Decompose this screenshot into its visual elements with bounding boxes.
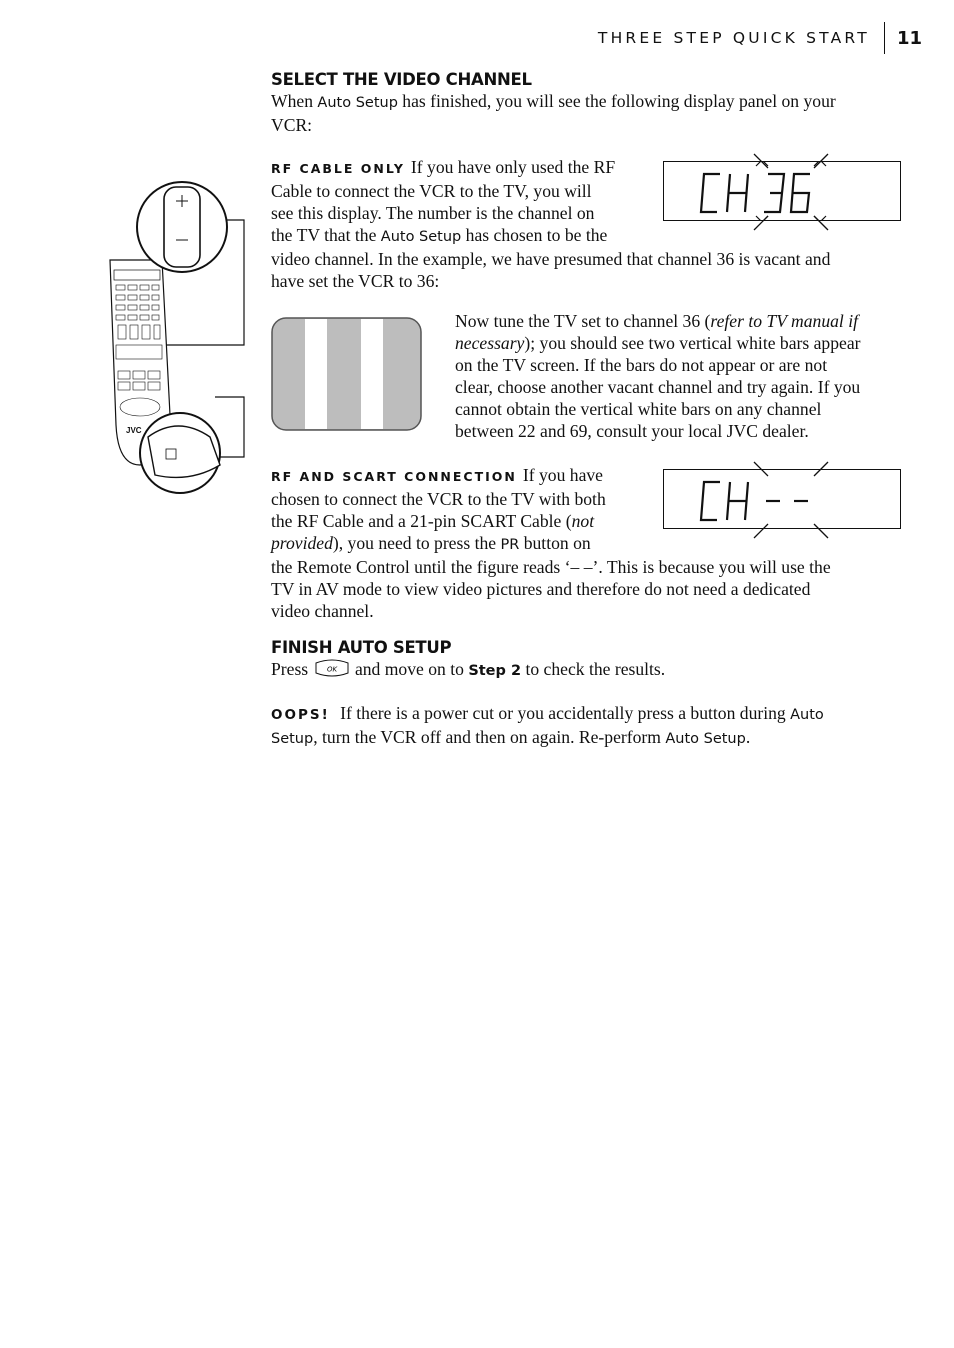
display-flash-marks bbox=[740, 460, 850, 540]
step-2-keyword: Step 2 bbox=[468, 663, 522, 679]
page-number: 11 bbox=[896, 27, 922, 49]
auto-setup-keyword-cont: Setup bbox=[271, 731, 314, 747]
intro-text-cont: has finished, you will see the following display panel on your bbox=[397, 91, 836, 111]
auto-setup-keyword: Auto Setup bbox=[380, 229, 462, 245]
page-header bbox=[598, 22, 922, 54]
paragraph-line: Now tune the TV set to channel 36 ( bbox=[455, 311, 711, 331]
tv-manual-reference: refer to TV manual if bbox=[710, 311, 858, 331]
paragraph-line: on the TV screen. If the bars do not appear or are not bbox=[455, 355, 828, 375]
tune-tv-paragraph bbox=[455, 310, 915, 442]
tv-manual-reference-cont: necessary bbox=[455, 333, 525, 353]
rf-scart-label: RF AND SCART CONNECTION bbox=[271, 469, 517, 484]
paragraph-line: ), you need to press the bbox=[332, 533, 501, 553]
auto-setup-keyword: Auto Setup bbox=[665, 731, 746, 747]
paragraph-line: If you have bbox=[522, 465, 603, 485]
pr-button-keyword: PR bbox=[500, 537, 520, 553]
svg-text:OK: OK bbox=[326, 665, 337, 674]
not-provided-note-cont: provided bbox=[271, 533, 333, 553]
paragraph-line: Cable to connect the VCR to the TV, you will bbox=[271, 181, 592, 201]
paragraph-line: TV in AV mode to view video pictures and therefore do not need a dedicated bbox=[271, 579, 811, 599]
section-title: THREE STEP QUICK START bbox=[597, 29, 870, 47]
press-text: Press bbox=[271, 659, 313, 679]
intro-text-end: VCR: bbox=[271, 115, 313, 135]
oops-paragraph bbox=[271, 702, 911, 750]
paragraph-line: button on bbox=[519, 533, 591, 553]
intro-text: When bbox=[271, 91, 318, 111]
paragraph-line: video channel. bbox=[271, 601, 374, 621]
paragraph-line: between 22 and 69, consult your local JVC dealer. bbox=[455, 421, 809, 441]
finish-paragraph bbox=[271, 658, 911, 683]
jvc-logo: JVC bbox=[126, 426, 142, 435]
oops-label: OOPS! bbox=[271, 707, 330, 723]
paragraph-line: clear, choose another vacant channel and try again. If you bbox=[455, 377, 861, 397]
select-channel-heading: SELECT THE VIDEO CHANNEL bbox=[271, 70, 532, 89]
paragraph-line: have set the VCR to 36: bbox=[271, 271, 440, 291]
paragraph-line: see this display. The number is the channel on bbox=[271, 203, 595, 223]
check-results-text: to check the results. bbox=[521, 659, 666, 679]
paragraph-line: ); you should see two vertical white bars appear bbox=[524, 333, 861, 353]
tv-screen-bars bbox=[271, 317, 422, 431]
not-provided-note: not bbox=[571, 511, 595, 531]
paragraph-line: If there is a power cut or you accidentally press a button during bbox=[340, 703, 791, 723]
finish-auto-setup-heading: FINISH AUTO SETUP bbox=[271, 638, 452, 657]
rf-cable-only-label: RF CABLE ONLY bbox=[271, 161, 405, 176]
paragraph-line: video channel. In the example, we have presumed that channel 36 is vacant and bbox=[271, 249, 831, 269]
remote-control-illustration bbox=[100, 175, 250, 500]
move-on-text: and move on to bbox=[350, 659, 469, 679]
auto-setup-keyword: Auto bbox=[790, 707, 824, 723]
paragraph-line: If you have only used the RF bbox=[410, 157, 616, 177]
paragraph-line: the Remote Control until the figure reads ‘– –’. This is because you will use the bbox=[271, 557, 831, 577]
paragraph-line: the TV that the bbox=[271, 225, 381, 245]
paragraph-line: has chosen to be the bbox=[461, 225, 608, 245]
paragraph-line: chosen to connect the VCR to the TV with both bbox=[271, 489, 606, 509]
ok-button-icon bbox=[313, 658, 351, 683]
header-divider bbox=[884, 22, 885, 54]
select-channel-intro bbox=[271, 90, 911, 136]
display-flash-marks bbox=[740, 152, 850, 232]
auto-setup-keyword: Auto Setup bbox=[317, 95, 398, 111]
paragraph-line: the RF Cable and a 21-pin SCART Cable ( bbox=[271, 511, 572, 531]
paragraph-line: cannot obtain the vertical white bars on any channel bbox=[455, 399, 822, 419]
paragraph-line: . bbox=[745, 727, 751, 747]
paragraph-line: , turn the VCR off and then on again. Re-perform bbox=[313, 727, 666, 747]
